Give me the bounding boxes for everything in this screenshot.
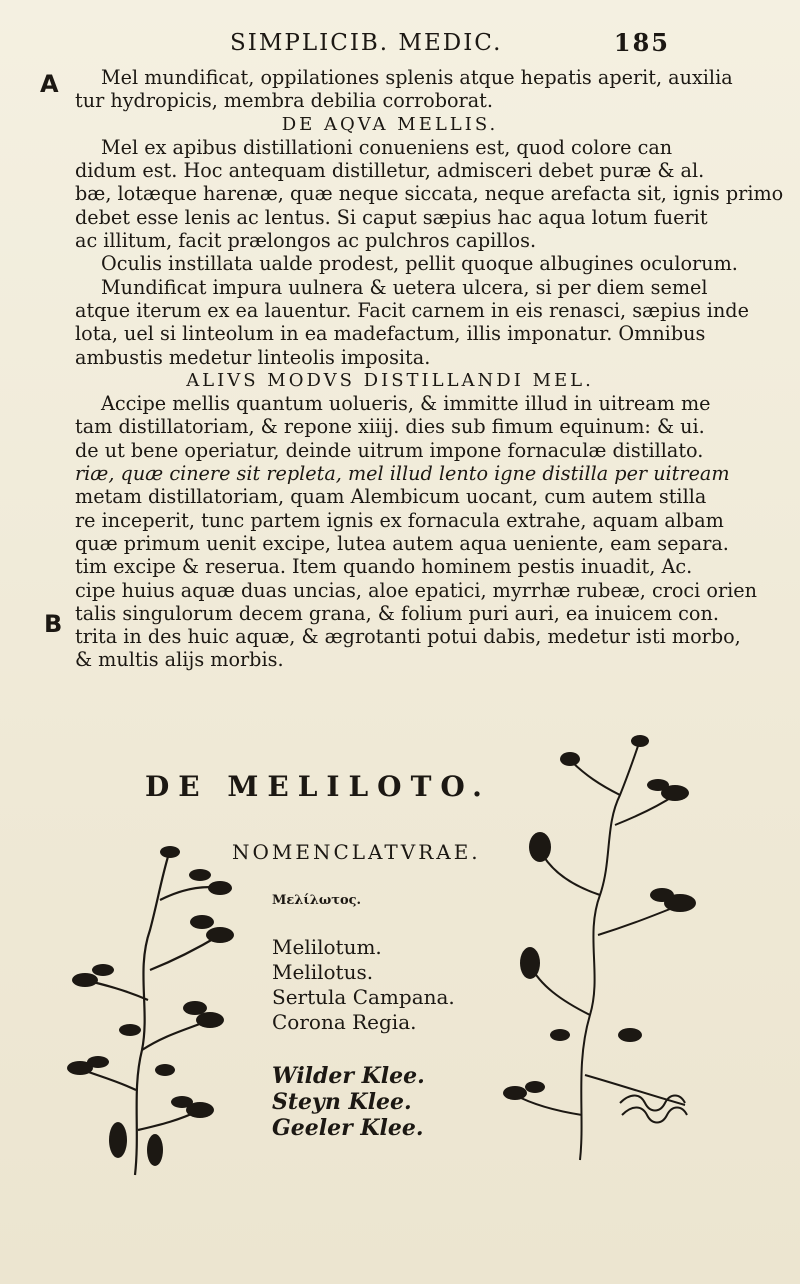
chapter-title: DE MELILOTO. xyxy=(145,770,491,803)
section-heading: ALIVS MODVS DISTILLANDI MEL. xyxy=(186,369,594,391)
text-line: debet esse lenis ac lentus. Si caput sæpius hac aqua lotum fuerit xyxy=(75,205,708,229)
body-text xyxy=(75,66,784,672)
german-name: Wilder Klee. xyxy=(272,1063,425,1089)
margin-letter-a: A xyxy=(40,70,59,98)
greek-name: Μελίλωτος. xyxy=(272,893,362,908)
text-line: quæ primum uenit excipe, lutea autem aqua ueniente, eam separa. xyxy=(75,531,729,555)
page-number: 185 xyxy=(613,28,670,57)
text-line: riæ, quæ cinere sit repleta, mel illud lento igne distilla per uitream xyxy=(75,462,730,486)
text-line: ac illitum, facit prælongos ac pulchros capillos. xyxy=(75,229,537,253)
latin-name: Melilotus. xyxy=(272,960,374,984)
latin-name: Corona Regia. xyxy=(272,1010,417,1034)
text-line: Mel ex apibus distillationi conueniens est, quod colore can xyxy=(101,135,673,159)
latin-name: Sertula Campana. xyxy=(272,985,455,1009)
section-heading: DE AQVA MELLIS. xyxy=(281,113,499,135)
german-name: Geeler Klee. xyxy=(272,1115,424,1141)
text-line: & multis alijs morbis. xyxy=(75,648,284,672)
text-line: tam distillatoriam, & repone xiiij. dies sub fimum equinum: & ui. xyxy=(75,415,705,439)
text-line: de ut bene operiatur, deinde uitrum impone fornaculæ distillato. xyxy=(75,438,704,462)
german-names-list xyxy=(272,1063,425,1141)
text-line: talis singulorum decem grana, & folium puri auri, ea inuicem con. xyxy=(75,601,719,625)
german-name: Steyn Klee. xyxy=(272,1089,412,1115)
text-line: atque iterum ex ea lauentur. Facit carnem in eis renasci, sæpius inde xyxy=(75,298,749,322)
text-line: Accipe mellis quantum uolueris, & immitte illud in uitream me xyxy=(101,392,711,416)
text-line: didum est. Hoc antequam distilletur, admisceri debet puræ & al. xyxy=(75,159,705,183)
text-line: re inceperit, tunc partem ignis ex fornacula extrahe, aquam albam xyxy=(75,508,724,532)
text-line: tim excipe & reserua. Item quando hominem pestis inuadit, Ac. xyxy=(75,555,693,579)
margin-letter-b: B xyxy=(44,610,63,638)
nomenclature-heading: NOMENCLATVRAE. xyxy=(232,840,481,864)
text-line: metam distillatoriam, quam Alembicum uocant, cum autem stilla xyxy=(75,485,707,509)
text-line: cipe huius aquæ duas uncias, aloe epatici, myrrhæ rubeæ, croci orien xyxy=(75,578,757,602)
text-line: trita in des huic aquæ, & ægrotanti potui dabis, medetur isti morbo, xyxy=(75,625,741,649)
latin-name: Melilotum. xyxy=(272,935,382,959)
running-title: SIMPLICIB. MEDIC. xyxy=(230,30,503,56)
text-line: Oculis instillata ualde prodest, pellit quoque albugines oculorum. xyxy=(101,252,738,276)
text-line: tur hydropicis, membra debilia corroborat. xyxy=(75,89,493,113)
text-line: bæ, lotæque harenæ, quæ neque siccata, neque arefacta sit, ignis primo xyxy=(75,182,784,206)
latin-names-list xyxy=(272,935,455,1035)
text-line: ambustis medetur linteolis imposita. xyxy=(75,345,431,369)
melilot-woodcut-left-illustration xyxy=(70,840,240,1180)
text-line: Mundificat impura uulnera & uetera ulcera, si per diem semel xyxy=(101,275,708,299)
text-line: lota, uel si linteolum in ea madefactum, illis imponatur. Omnibus xyxy=(75,322,706,346)
text-line: Mel mundificat, oppilationes splenis atque hepatis aperit, auxilia xyxy=(101,66,733,89)
melilot-woodcut-right-illustration xyxy=(490,735,710,1165)
